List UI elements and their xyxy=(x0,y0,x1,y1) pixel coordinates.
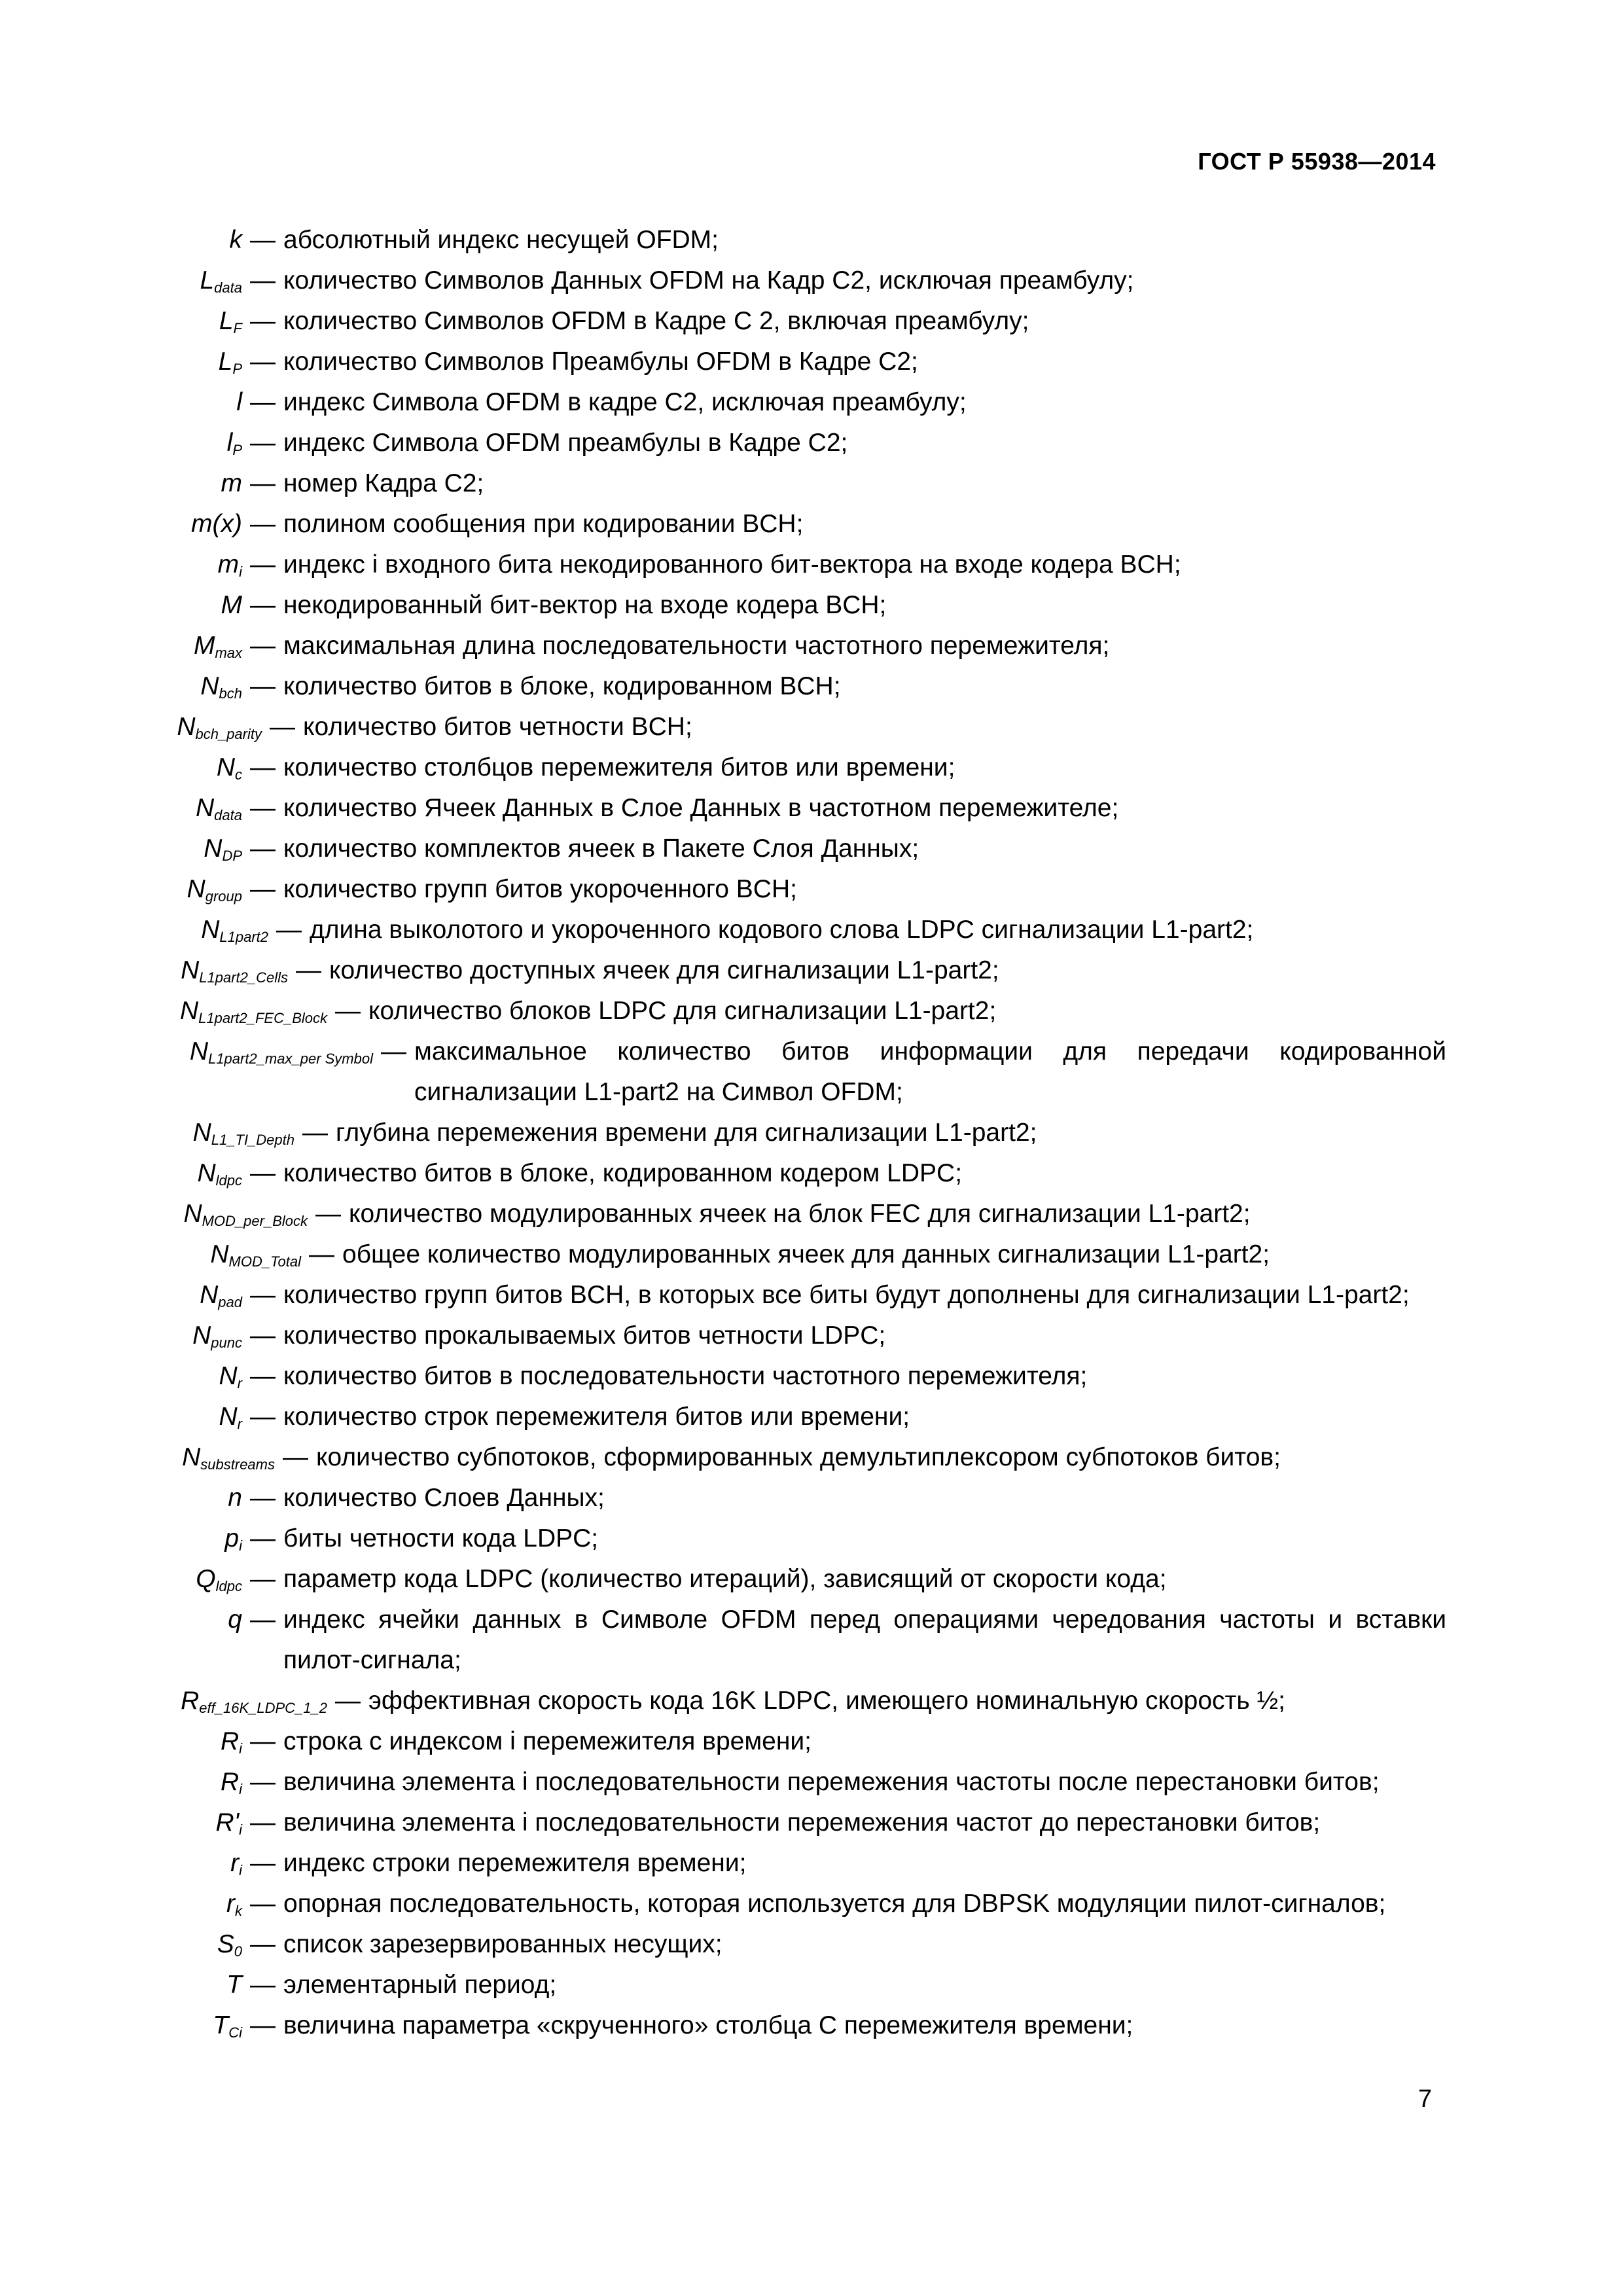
definition-description: длина выколотого и укороченного кодового слова LDPC сигнализации L1-part2; xyxy=(310,916,1254,944)
definition-description: абсолютный индекс несущей OFDM; xyxy=(283,226,719,254)
definition-description: количество битов в блоке, кодированном BCH; xyxy=(283,672,841,700)
term-symbol: l xyxy=(226,429,233,457)
definition-row xyxy=(111,1803,1446,1843)
definition-dash: — xyxy=(335,997,361,1025)
definition-row xyxy=(111,1153,1446,1194)
definition-term xyxy=(111,829,242,869)
term-subscript: DP xyxy=(222,848,242,864)
definition-row xyxy=(111,829,1446,869)
definition-description: количество доступных ячеек для сигнализации L1-part2; xyxy=(329,956,999,984)
definition-description: максимальная длина последовательности частотного перемежителя; xyxy=(283,632,1110,660)
definition-description: количество Ячеек Данных в Слое Данных в частотном перемежителе; xyxy=(283,794,1119,822)
term-subscript: bch_parity xyxy=(195,726,262,742)
definition-dash: — xyxy=(315,1200,341,1228)
definition-row xyxy=(111,1397,1446,1437)
definitions-list xyxy=(111,220,1446,2046)
definition-description: индекс i входного бита некодированного бит-вектора на входе кодера BCH; xyxy=(283,550,1181,579)
term-symbol: N xyxy=(200,672,219,700)
term-symbol: N xyxy=(177,713,196,741)
definition-dash: — xyxy=(250,591,276,619)
definition-dash: — xyxy=(250,1808,276,1837)
definition-term xyxy=(111,1113,294,1153)
definition-dash: — xyxy=(250,388,276,416)
definition-description: полином сообщения при кодировании BCH; xyxy=(283,510,804,538)
definition-term xyxy=(111,1275,242,1316)
term-subscript: r xyxy=(237,1375,242,1391)
term-subscript: data xyxy=(214,279,242,296)
definition-row xyxy=(111,626,1446,666)
definition-row xyxy=(111,1031,1446,1113)
term-symbol: l xyxy=(236,388,242,416)
definition-term xyxy=(111,869,242,910)
term-subscript: i xyxy=(239,1740,242,1757)
term-subscript: group xyxy=(205,888,242,905)
definition-dash: — xyxy=(250,429,276,457)
definition-row xyxy=(111,2005,1446,2046)
definition-dash: — xyxy=(250,1565,276,1593)
definition-dash: — xyxy=(302,1119,328,1147)
definition-dash: — xyxy=(250,2011,276,2039)
term-subscript: ldpc xyxy=(215,1172,242,1189)
definition-dash: — xyxy=(296,956,321,984)
term-subscript: data xyxy=(214,807,242,823)
definition-dash: — xyxy=(250,672,276,700)
term-symbol: M xyxy=(221,591,242,619)
term-subscript: eff_16K_LDPC_1_2 xyxy=(199,1700,327,1716)
term-subscript: r xyxy=(237,1416,242,1432)
term-symbol: m(x) xyxy=(191,510,242,538)
definition-dash: — xyxy=(250,226,276,254)
definition-term xyxy=(111,1031,373,1072)
term-subscript: i xyxy=(239,1781,242,1797)
definition-description: количество битов четности BCH; xyxy=(303,713,692,741)
definition-term xyxy=(111,1397,242,1437)
term-subscript: F xyxy=(233,320,242,336)
definition-row xyxy=(111,1600,1446,1681)
term-symbol: N xyxy=(192,1119,211,1147)
definition-description: индекс Символа OFDM преамбулы в Кадре C2; xyxy=(283,429,848,457)
definition-dash: — xyxy=(250,753,276,781)
definition-dash: — xyxy=(250,1321,276,1350)
definition-term xyxy=(111,1924,242,1965)
term-subscript: substreams xyxy=(200,1456,275,1473)
term-subscript: Ci xyxy=(228,2024,242,2041)
definition-term xyxy=(111,991,327,1031)
definition-term xyxy=(111,626,242,666)
definition-description: количество групп битов BCH, в которых все биты будут дополнены для сигнализации L1-part2; xyxy=(283,1281,1410,1309)
definition-term xyxy=(111,1600,242,1640)
term-symbol: m xyxy=(217,550,240,579)
term-symbol: L xyxy=(218,348,233,376)
definition-term xyxy=(111,504,242,545)
definition-row xyxy=(111,423,1446,463)
term-subscript: i xyxy=(239,1821,242,1838)
definition-row xyxy=(111,1518,1446,1559)
definition-description: количество битов в блоке, кодированном кодером LDPC; xyxy=(283,1159,963,1187)
term-subscript: P xyxy=(232,361,242,377)
definition-description: индекс ячейки данных в Символе OFDM перед операциями чередования частоты и вставки пилот-сигнала; xyxy=(283,1605,1446,1674)
definition-term xyxy=(111,1518,242,1559)
definition-term xyxy=(111,788,242,829)
definition-row xyxy=(111,1721,1446,1762)
definition-term xyxy=(111,1843,242,1884)
term-symbol: N xyxy=(189,1037,209,1066)
definition-dash: — xyxy=(309,1240,334,1268)
definition-term xyxy=(111,1559,242,1600)
definition-description: биты четности кода LDPC; xyxy=(283,1524,599,1552)
term-symbol: N xyxy=(181,956,200,984)
term-symbol: n xyxy=(228,1484,242,1512)
definition-row xyxy=(111,1843,1446,1884)
definition-description: величина элемента i последовательности перемежения частот до перестановки битов; xyxy=(283,1808,1321,1837)
definition-row xyxy=(111,910,1446,950)
definition-term xyxy=(111,747,242,788)
definition-term xyxy=(111,545,242,585)
term-subscript: c xyxy=(235,766,242,783)
term-subscript: i xyxy=(239,564,242,580)
definition-dash: — xyxy=(335,1687,361,1715)
definition-row xyxy=(111,260,1446,301)
definition-term xyxy=(111,585,242,626)
term-symbol: R xyxy=(220,1727,240,1755)
term-subscript: MOD_Total xyxy=(228,1253,301,1270)
definition-row xyxy=(111,1478,1446,1518)
term-symbol: N xyxy=(187,875,205,903)
definition-dash: — xyxy=(250,1930,276,1958)
definition-term xyxy=(111,1356,242,1397)
definition-row xyxy=(111,1681,1446,1721)
definition-dash: — xyxy=(250,1484,276,1512)
definition-term xyxy=(111,1437,275,1478)
term-symbol: T xyxy=(226,1971,242,1999)
term-subscript: punc xyxy=(211,1335,242,1351)
definition-term xyxy=(111,2005,242,2046)
definition-dash: — xyxy=(250,1768,276,1796)
definition-description: количество столбцов перемежителя битов или времени; xyxy=(283,753,955,781)
definition-dash: — xyxy=(250,307,276,335)
definition-description: величина параметра «скрученного» столбца C перемежителя времени; xyxy=(283,2011,1133,2039)
definition-row xyxy=(111,1316,1446,1356)
definition-term xyxy=(111,1153,242,1194)
definition-row xyxy=(111,869,1446,910)
term-symbol: m xyxy=(221,469,242,497)
definition-dash: — xyxy=(250,875,276,903)
definition-row xyxy=(111,463,1446,504)
definition-description: параметр кода LDPC (количество итераций), зависящий от скорости кода; xyxy=(283,1565,1167,1593)
definition-row xyxy=(111,1234,1446,1275)
definition-description: общее количество модулированных ячеек для данных сигнализации L1-part2; xyxy=(342,1240,1270,1268)
term-symbol: N xyxy=(219,1362,238,1390)
term-subscript: L1part2 xyxy=(219,929,268,945)
definition-row xyxy=(111,666,1446,707)
term-symbol: r xyxy=(230,1849,240,1877)
term-symbol: N xyxy=(192,1321,211,1350)
definition-description: количество битов в последовательности частотного перемежителя; xyxy=(283,1362,1088,1390)
definition-row xyxy=(111,545,1446,585)
definition-row xyxy=(111,1884,1446,1924)
definition-row xyxy=(111,1194,1446,1234)
definition-description: некодированный бит-вектор на входе кодера BCH; xyxy=(283,591,887,619)
definition-term xyxy=(111,1316,242,1356)
definition-description: индекс Символа OFDM в кадре C2, исключая преамбулу; xyxy=(283,388,967,416)
definition-dash: — xyxy=(283,1443,308,1471)
term-symbol: S xyxy=(217,1930,234,1958)
definition-term xyxy=(111,910,268,950)
definition-dash: — xyxy=(250,794,276,822)
definition-term xyxy=(111,260,242,301)
definition-row xyxy=(111,991,1446,1031)
definition-row xyxy=(111,585,1446,626)
term-symbol: p xyxy=(224,1524,240,1552)
definition-dash: — xyxy=(250,1281,276,1309)
term-symbol: N xyxy=(196,794,215,822)
term-subscript: i xyxy=(239,1862,242,1878)
definition-term xyxy=(111,950,288,991)
definition-dash: — xyxy=(250,1524,276,1552)
definition-description: глубина перемежения времени для сигнализации L1-part2; xyxy=(336,1119,1037,1147)
definition-dash: — xyxy=(250,1362,276,1390)
definition-term xyxy=(111,1762,242,1803)
definition-description: количество Символов Данных OFDM на Кадр C2, исключая преамбулу; xyxy=(283,266,1134,295)
definition-description: количество комплектов ячеек в Пакете Слоя Данных; xyxy=(283,834,919,863)
definition-row xyxy=(111,1559,1446,1600)
term-symbol: R' xyxy=(215,1808,240,1837)
term-symbol: k xyxy=(229,226,242,254)
definition-dash: — xyxy=(270,713,295,741)
definition-term xyxy=(111,707,262,747)
definition-dash: — xyxy=(250,1403,276,1431)
definition-term xyxy=(111,301,242,342)
definition-description: индекс строки перемежителя времени; xyxy=(283,1849,747,1877)
definition-description: количество блоков LDPC для сигнализации L1-part2; xyxy=(368,997,997,1025)
definition-description: эффективная скорость кода 16K LDPC, имеющего номинальную скорость ½; xyxy=(368,1687,1285,1715)
definition-dash: — xyxy=(250,266,276,295)
definition-term xyxy=(111,1478,242,1518)
term-symbol: N xyxy=(219,1403,238,1431)
term-subscript: 0 xyxy=(234,1943,242,1960)
definition-description: список зарезервированных несущих; xyxy=(283,1930,722,1958)
term-symbol: R xyxy=(220,1768,240,1796)
definition-term xyxy=(111,1803,242,1843)
definition-row xyxy=(111,382,1446,423)
definition-dash: — xyxy=(250,1890,276,1918)
definition-row xyxy=(111,1275,1446,1316)
term-symbol: N xyxy=(216,753,235,781)
definition-description: опорная последовательность, которая используется для DBPSK модуляции пилот-сигналов; xyxy=(283,1890,1386,1918)
term-subscript: L1part2_max_per Symbol xyxy=(208,1050,373,1067)
definition-description: количество групп битов укороченного BCH; xyxy=(283,875,797,903)
term-symbol: Q xyxy=(196,1565,216,1593)
definition-description: номер Кадра C2; xyxy=(283,469,484,497)
definition-row xyxy=(111,220,1446,260)
definition-dash: — xyxy=(250,1727,276,1755)
definition-dash: — xyxy=(250,632,276,660)
definition-term xyxy=(111,1681,327,1721)
term-symbol: r xyxy=(226,1890,235,1918)
definition-dash: — xyxy=(250,469,276,497)
term-subscript: i xyxy=(239,1537,242,1554)
definition-dash: — xyxy=(250,1849,276,1877)
definition-term xyxy=(111,1721,242,1762)
definition-description: количество субпотоков, сформированных демультиплексором субпотоков битов; xyxy=(316,1443,1281,1471)
term-symbol: N xyxy=(197,1159,216,1187)
definition-description: величина элемента i последовательности перемежения частоты после перестановки битов; xyxy=(283,1768,1380,1796)
definition-row xyxy=(111,1762,1446,1803)
term-subscript: k xyxy=(235,1903,242,1919)
definition-dash: — xyxy=(250,550,276,579)
definition-description: количество Слоев Данных; xyxy=(283,1484,605,1512)
definition-dash: — xyxy=(250,348,276,376)
definition-term xyxy=(111,1965,242,2005)
term-symbol: N xyxy=(204,834,223,863)
definition-dash: — xyxy=(250,1971,276,1999)
term-symbol: L xyxy=(219,307,234,335)
term-symbol: T xyxy=(213,2011,229,2039)
term-subscript: MOD_per_Block xyxy=(202,1213,308,1229)
definition-row xyxy=(111,504,1446,545)
definition-term xyxy=(111,1194,308,1234)
definition-row xyxy=(111,707,1446,747)
definition-dash: — xyxy=(250,510,276,538)
definition-dash: — xyxy=(250,1605,276,1634)
page-number: 7 xyxy=(1418,2085,1432,2113)
definition-row xyxy=(111,1924,1446,1965)
term-subscript: L1part2_Cells xyxy=(199,969,288,986)
definition-row xyxy=(111,788,1446,829)
definition-description: строка с индексом i перемежителя времени; xyxy=(283,1727,812,1755)
term-symbol: L xyxy=(200,266,215,295)
definition-row xyxy=(111,342,1446,382)
definition-description: количество Символов OFDM в Кадре С 2, включая преамбулу; xyxy=(283,307,1029,335)
term-subscript: P xyxy=(232,442,242,458)
definition-term xyxy=(111,220,242,260)
definition-row xyxy=(111,1356,1446,1397)
definition-row xyxy=(111,301,1446,342)
definition-row xyxy=(111,747,1446,788)
definition-dash: — xyxy=(381,1037,406,1066)
definition-term xyxy=(111,382,242,423)
definition-description: количество строк перемежителя битов или времени; xyxy=(283,1403,910,1431)
definition-term xyxy=(111,423,242,463)
definition-term xyxy=(111,463,242,504)
definition-row xyxy=(111,1437,1446,1478)
term-symbol: N xyxy=(201,916,220,944)
definition-term xyxy=(111,1884,242,1924)
document-header: ГОСТ Р 55938—2014 xyxy=(1198,148,1436,175)
definition-row xyxy=(111,950,1446,991)
definition-term xyxy=(111,1234,301,1275)
definition-description: элементарный период; xyxy=(283,1971,557,1999)
term-subscript: max xyxy=(215,645,242,661)
definition-description: количество модулированных ячеек на блок FEC для сигнализации L1-part2; xyxy=(349,1200,1251,1228)
term-symbol: N xyxy=(179,997,199,1025)
definition-row xyxy=(111,1965,1446,2005)
definition-term xyxy=(111,666,242,707)
definition-term xyxy=(111,342,242,382)
term-symbol: N xyxy=(210,1240,229,1268)
definition-description: максимальное количество битов информации для передачи кодированной сигнализации L1-part2 на Символ OFDM; xyxy=(414,1037,1446,1106)
term-subscript: L1_TI_Depth xyxy=(211,1132,294,1148)
term-symbol: R xyxy=(181,1687,200,1715)
term-symbol: q xyxy=(228,1605,242,1634)
term-symbol: N xyxy=(182,1443,201,1471)
definition-row xyxy=(111,1113,1446,1153)
definition-dash: — xyxy=(250,834,276,863)
term-symbol: M xyxy=(193,632,215,660)
term-subscript: bch xyxy=(219,685,242,702)
term-subscript: L1part2_FEC_Block xyxy=(198,1010,327,1026)
term-subscript: pad xyxy=(218,1294,242,1310)
definition-description: количество прокалываемых битов четности LDPC; xyxy=(283,1321,886,1350)
definition-description: количество Символов Преамбулы OFDM в Кадре C2; xyxy=(283,348,918,376)
term-symbol: N xyxy=(200,1281,219,1309)
term-symbol: N xyxy=(183,1200,202,1228)
definition-dash: — xyxy=(250,1159,276,1187)
definition-dash: — xyxy=(276,916,302,944)
term-subscript: ldpc xyxy=(215,1578,242,1594)
